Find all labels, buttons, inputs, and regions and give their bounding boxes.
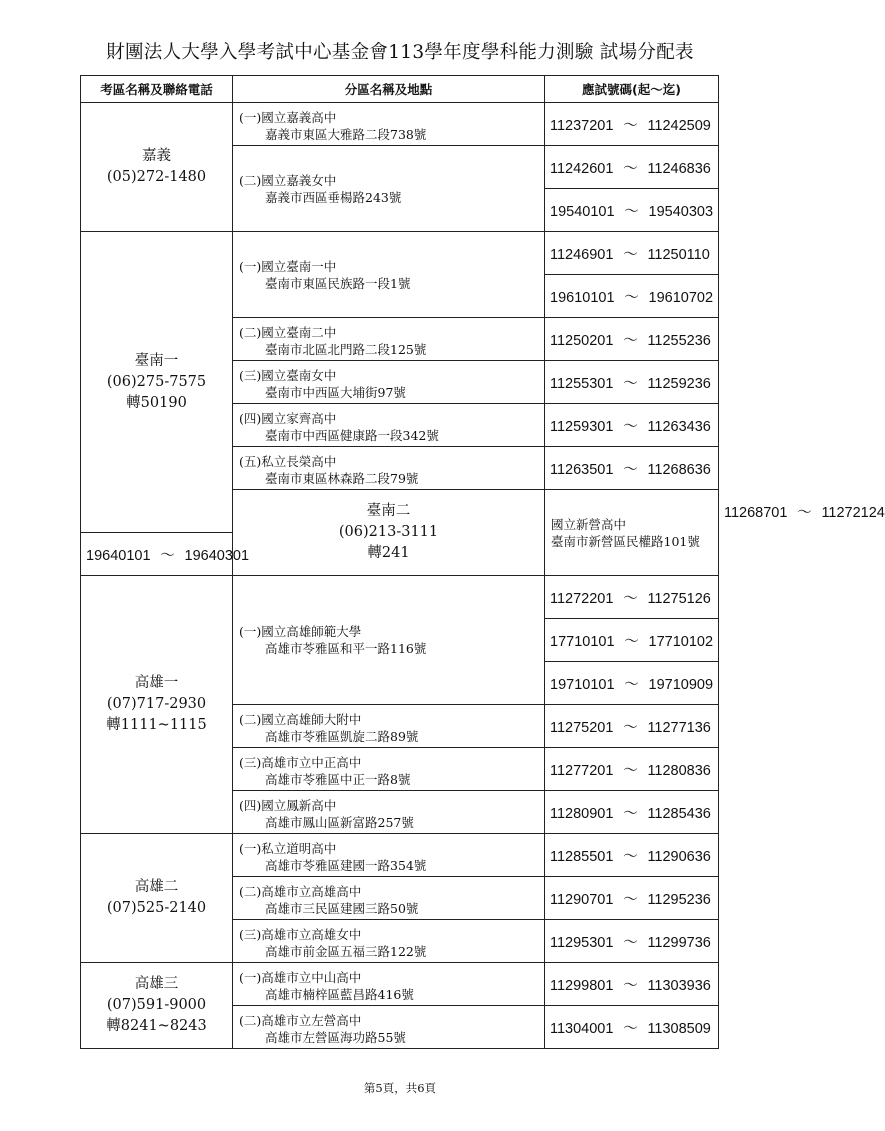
range-separator: ～ [623,246,638,263]
range-end: 11295236 [647,891,711,908]
venue-name: 國立新營高中 [551,516,627,532]
range-end: 11275126 [647,590,711,607]
range-cell [545,619,719,662]
venue-name: (五)私立長榮高中 [239,454,337,469]
range-start: 11299801 [550,977,614,994]
range-start: 11250201 [550,332,614,349]
venue-name: (二)高雄市立左營高中 [239,1013,362,1028]
venue-cell [233,963,545,1006]
venue-cell [233,1006,545,1049]
venue-address: 高雄市苓雅區中正一路8號 [265,772,411,787]
range-cell [545,791,719,834]
region-tainan-2 [233,490,545,576]
venue-name: (一)國立嘉義高中 [239,110,337,125]
range-cell [545,1006,719,1049]
region-extension: 轉8241~8243 [106,1018,207,1034]
range-separator: ～ [623,719,638,736]
venue-address: 高雄市左營區海功路55號 [265,1030,406,1045]
range-cell [545,447,719,490]
venue-cell [233,146,545,232]
range-cell [545,146,719,189]
range-separator: ～ [623,590,638,607]
venue-address: 高雄市苓雅區和平一路116號 [265,641,427,656]
range-separator: ～ [623,461,638,478]
venue-address: 高雄市苓雅區建國一路354號 [265,858,427,873]
range-start: 11242601 [550,160,614,177]
venue-name: (二)國立臺南二中 [239,325,337,340]
range-end: 11303936 [647,977,711,994]
range-cell [545,103,719,146]
venue-cell [233,705,545,748]
range-cell [545,361,719,404]
range-separator: ～ [623,934,638,951]
range-separator: ～ [623,1020,638,1037]
range-cell [545,232,719,275]
region-name: 高雄三 [134,976,179,992]
range-separator: ～ [623,762,638,779]
range-separator: ～ [623,418,638,435]
range-cell [545,834,719,877]
range-separator: ～ [624,676,639,693]
range-separator: ～ [624,203,639,220]
range-start: 19540101 [550,203,615,220]
range-separator: ～ [623,848,638,865]
range-start: 11259301 [550,418,614,435]
venue-cell [233,447,545,490]
region-extension: 轉241 [367,545,410,561]
venue-address: 高雄市楠梓區藍昌路416號 [265,987,414,1002]
range-separator: ～ [623,375,638,392]
venue-address: 嘉義市西區垂楊路243號 [265,189,402,205]
venue-cell [233,791,545,834]
region-name: 臺南一 [134,352,179,369]
range-start: 11255301 [550,375,614,392]
range-end: 11263436 [647,418,711,435]
page-footer: 第5頁，共6頁 [363,1081,437,1095]
range-end: 11277136 [647,719,711,736]
header-region: 考區名稱及聯絡電話 [81,76,233,103]
range-start: 11304001 [550,1020,614,1037]
range-end: 11308509 [647,1020,711,1037]
venue-address: 臺南市東區民族路一段1號 [265,275,411,291]
range-cell [545,189,719,232]
venue-name: (三)高雄市立中正高中 [239,755,362,770]
region-kaohsiung-2 [81,834,233,963]
venue-name: (一)私立道明高中 [239,841,337,856]
range-end: 19640301 [184,547,250,564]
table-row [81,576,719,619]
venue-name: (三)國立臺南女中 [239,368,337,383]
range-start: 11272201 [550,590,614,607]
venue-address: 臺南市北區北門路二段125號 [265,342,427,357]
range-start: 17710101 [550,633,615,650]
region-kaohsiung-1 [81,576,233,834]
range-start: 11237201 [550,117,614,134]
venue-name: (三)高雄市立高雄女中 [239,927,362,942]
region-phone: (07)717-2930 [106,696,207,712]
venue-cell [233,404,545,447]
venue-cell [233,748,545,791]
range-end: 19540303 [648,203,714,220]
range-start: 19640101 [86,547,151,564]
range-start: 11246901 [550,246,614,263]
range-end: 11285436 [647,805,711,822]
region-name: 臺南二 [366,503,411,519]
range-end: 11299736 [647,934,711,951]
range-separator: ～ [623,117,638,134]
range-end: 11268636 [647,461,711,478]
range-separator: ～ [160,547,175,564]
venue-address: 高雄市三民區建國三路50號 [265,901,419,916]
range-separator: ～ [623,332,638,349]
venue-cell [233,103,545,146]
table-row [81,103,719,146]
range-end: 11255236 [647,332,711,349]
venue-address: 嘉義市東區大雅路二段738號 [265,127,427,142]
table-row [81,963,719,1006]
venue-address: 臺南市東區林森路二段79號 [265,471,419,486]
page-title: 財團法人大學入學考試中心基金會113學年度學科能力測驗 試場分配表 [106,42,694,63]
venue-address: 高雄市苓雅區凱旋二路89號 [265,729,419,744]
range-start: 11280901 [550,805,614,822]
venue-name: (二)國立高雄師大附中 [239,712,362,727]
range-end: 11280836 [647,762,711,779]
range-cell [545,877,719,920]
region-name: 嘉義 [142,148,171,164]
range-start: 11263501 [550,461,614,478]
range-cell [545,748,719,791]
venue-name: (二)國立嘉義女中 [239,172,337,188]
range-end: 11272124 [821,504,885,521]
range-end: 11246836 [647,160,711,177]
range-end: 11242509 [647,117,711,134]
range-start: 19610101 [550,289,615,306]
venue-cell [233,361,545,404]
region-phone: (06)213-3111 [338,524,439,540]
range-separator: ～ [797,504,812,521]
range-cell [545,963,719,1006]
table-row [81,232,719,275]
range-end: 17710102 [648,633,714,650]
range-separator: ～ [623,805,638,822]
venue-name: (四)國立鳳新高中 [239,798,337,813]
venue-name: (四)國立家齊高中 [239,411,337,426]
range-start: 11277201 [550,762,614,779]
header-range: 應試號碼(起～迄) [545,76,719,103]
range-start: 11268701 [724,504,788,521]
table-header-row [81,76,719,103]
range-start: 11290701 [550,891,614,908]
range-cell [545,404,719,447]
table-row [81,834,719,877]
venue-cell [233,834,545,877]
range-separator: ～ [623,160,638,177]
venue-name: (一)高雄市立中山高中 [239,970,362,985]
venue-cell [233,232,545,318]
range-cell [545,318,719,361]
header-venue: 分區名稱及地點 [233,76,545,103]
range-start: 11295301 [550,934,614,951]
venue-address: 臺南市新營區民權路101號 [551,533,700,549]
range-separator: ～ [623,977,638,994]
region-extension: 轉50190 [126,394,187,411]
range-end: 11250110 [647,246,710,263]
region-chiayi [81,103,233,232]
venue-address: 高雄市鳳山區新富路257號 [265,815,414,830]
venue-address: 臺南市中西區大埔街97號 [265,385,406,400]
venue-cell [233,920,545,963]
range-separator: ～ [624,289,639,306]
range-start: 11285501 [550,848,614,865]
region-name: 高雄二 [134,879,179,895]
range-cell [545,662,719,705]
region-kaohsiung-3 [81,963,233,1049]
range-cell [81,533,250,576]
exam-site-table [80,75,885,1049]
range-end: 11290636 [647,848,711,865]
venue-name: (二)高雄市立高雄高中 [239,884,362,899]
range-end: 19710909 [648,676,714,693]
venue-address: 高雄市前金區五福三路122號 [265,944,427,959]
venue-name: (一)國立高雄師範大學 [239,624,362,639]
range-cell [545,275,719,318]
venue-cell [233,576,545,705]
venue-address: 臺南市中西區健康路一段342號 [265,428,439,443]
venue-name: (一)國立臺南一中 [239,258,337,274]
range-cell [545,705,719,748]
range-start: 19710101 [550,676,615,693]
range-separator: ～ [624,633,639,650]
range-start: 11275201 [550,719,614,736]
venue-cell [233,877,545,920]
region-phone: (06)275-7575 [106,373,207,390]
region-phone: (05)272-1480 [106,169,207,185]
region-phone: (07)591-9000 [106,997,207,1013]
region-phone: (07)525-2140 [106,900,207,916]
region-name: 高雄一 [134,675,179,691]
region-tainan-1 [81,232,233,533]
venue-cell [545,490,719,576]
venue-cell [233,318,545,361]
range-end: 11259236 [647,375,711,392]
region-extension: 轉1111~1115 [106,717,207,733]
range-end: 19610702 [648,289,714,306]
range-separator: ～ [623,891,638,908]
range-cell [545,920,719,963]
range-cell [545,576,719,619]
